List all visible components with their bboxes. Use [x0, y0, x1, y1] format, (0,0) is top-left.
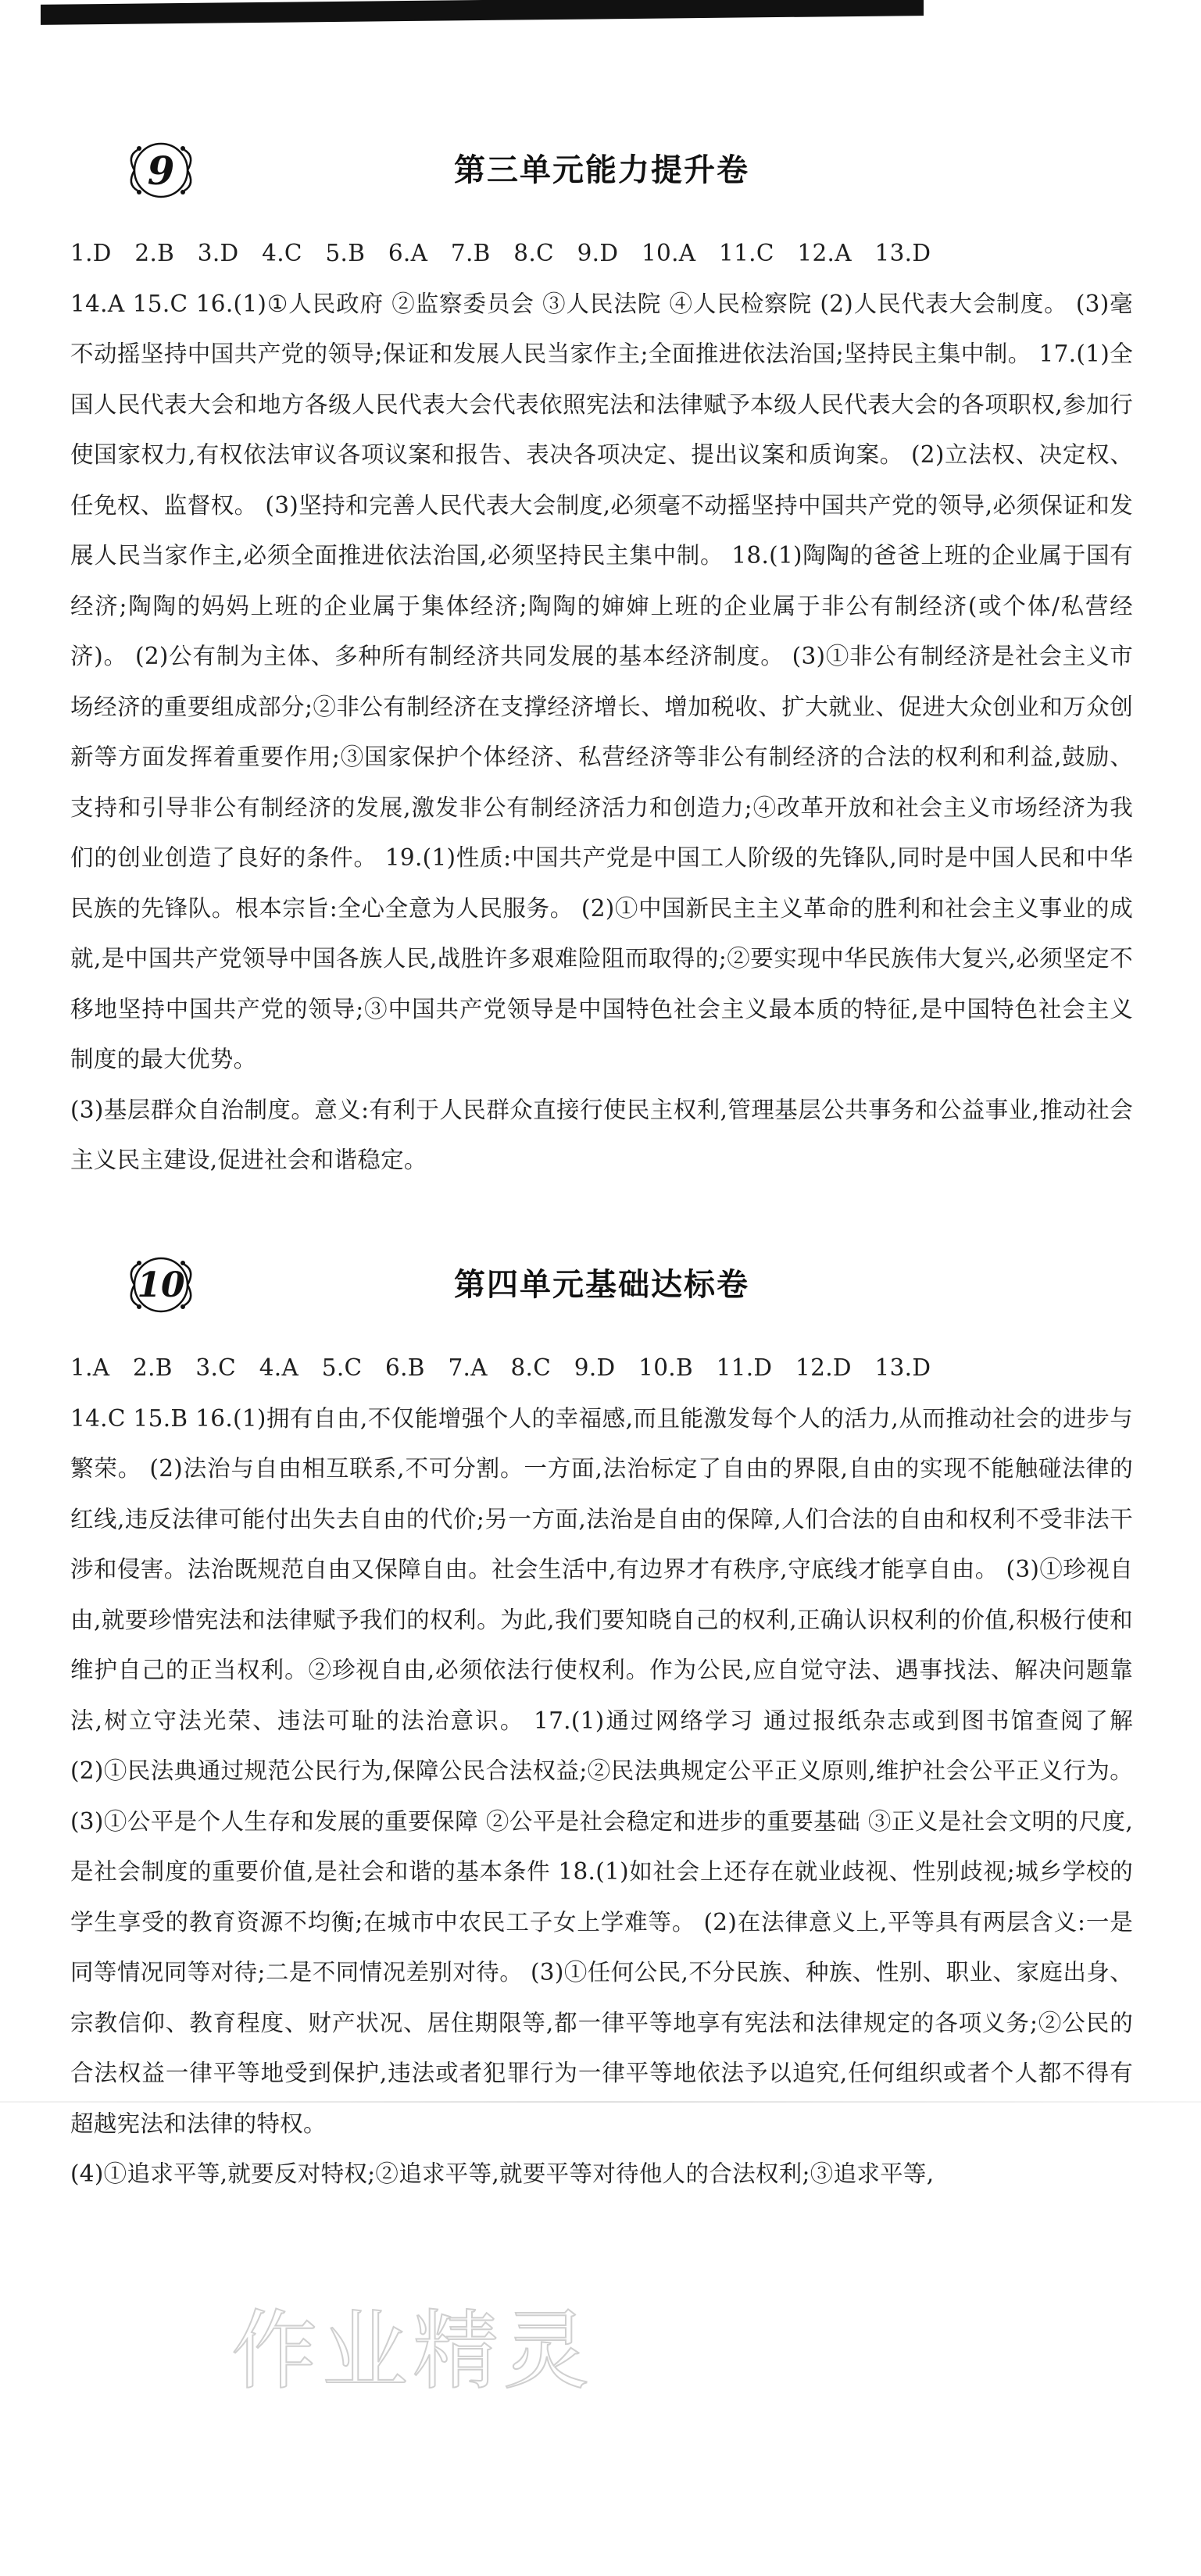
section-title: 第四单元基础达标卷 — [454, 1267, 749, 1303]
section-number: 10 — [137, 1265, 185, 1305]
section-number: 9 — [147, 147, 175, 194]
answer-paragraph-continued: (4)①追求平等,就要反对特权;②追求平等,就要平等对待他人的合法权利;③追求平等, — [70, 2160, 935, 2187]
section-header — [70, 1246, 1133, 1324]
section-unit-3 — [70, 131, 1133, 1186]
watermark-logo: 作业精灵 — [231, 2301, 594, 2401]
answer-paragraph-continued: (3)基层群众自治制度。意义:有利于人民群众直接行使民主权利,管理基层公共事务和公益事业,推动社会主义民主建设,促进社会和谐稳定。 — [70, 1096, 1133, 1173]
answer-paragraph: 14.C 15.B 16.(1)拥有自由,不仅能增强个人的幸福感,而且能激发每个人的活力,从而推动社会的进步与繁荣。 (2)法治与自由相互联系,不可分割。一方面,法治标定了自由的界限,自由的实现不能触碰法律的红线,违反法律可能付出失去自由的代价;另一方面,法治是自由的保障,人们合法的自由和权利不受非法干涉和侵害。法治既规范自由又保障自由。社会生活中,有边界才有秩序,守底线才能享自由。 (3)①珍视自由,就要珍惜宪法和法律赋予我们的权利。为此,我们要知晓自己的权利,正确认识权利的价值,积极行使和维护自己的正当权利。②珍视自由,必须依法行使权利。作为公民,应自觉守法、遇事找法、解决问题靠法,树立守法光荣、违法可耻的法治意识。 17.(1)通过网络学习 通过报纸杂志或到图书馆查阅了解 (2)①民法典通过规范公民行为,保障公民合法权益;②民法典规定公平正义原则,维护社会公平正义行为。 (3)①公平是个人生存和发展的重要保障 ②公平是社会稳定和进步的重要基础 ③正义是社会文明的尺度,是社会制度的重要价值,是社会和谐的基本条件 18.(1)如社会上还存在就业歧视、性别歧视;城乡学校的学生享受的教育资源不均衡;在城市中农民工子女上学难等。 (2)在法律意义上,平等具有两层含义:一是同等情况同等对待;二是不同情况差别对待。 (3)①任何公民,不分民族、种族、性别、职业、家庭出身、宗教信仰、教育程度、财产状况、居住期限等,都一律平等地享有宪法和法律规定的各项义务;②公民的合法权益一律平等地受到保护,违法或者犯罪行为一律平等地依法予以追究,任何组织或者个人都不得有超越宪法和法律的特权。 — [70, 1404, 1133, 2137]
answer-body — [70, 1343, 1133, 2200]
multiple-choice-answers: 1.D 2.B 3.D 4.C 5.B 6.A 7.B 8.C 9.D 10.A 11.C 12.A 13.D — [70, 240, 931, 266]
answer-paragraph: 14.A 15.C 16.(1)①人民政府 ②监察委员会 ③人民法院 ④人民检察院 (2)人民代表大会制度。 (3)毫不动摇坚持中国共产党的领导;保证和发展人民当家作主;全面推进依法治国;坚持民主集中制。 17.(1)全国人民代表大会和地方各级人民代表大会代表依照宪法和法律赋予本级人民代表大会的各项职权,参加行使国家权力,有权依法审议各项议案和报告、表决各项决定、提出议案和质询案。 (2)立法权、决定权、任免权、监督权。 (3)坚持和完善人民代表大会制度,必须毫不动摇坚持中国共产党的领导,必须保证和发展人民当家作主,必须全面推进依法治国,必须坚持民主集中制。 18.(1)陶陶的爸爸上班的企业属于国有经济;陶陶的妈妈上班的企业属于集体经济;陶陶的婶婶上班的企业属于非公有制经济(或个体/私营经济)。 (2)公有制为主体、多种所有制经济共同发展的基本经济制度。 (3)①非公有制经济是社会主义市场经济的重要组成部分;②非公有制经济在支撑经济增长、增加税收、扩大就业、促进大众创业和万众创新等方面发挥着重要作用;③国家保护个体经济、私营经济等非公有制经济的合法的权利和利益,鼓励、支持和引导非公有制经济的发展,激发非公有制经济活力和创造力;④改革开放和社会主义市场经济为我们的创业创造了良好的条件。 19.(1)性质:中国共产党是中国工人阶级的先锋队,同时是中国人民和中华民族的先锋队。根本宗旨:全心全意为人民服务。 (2)①中国新民主主义革命的胜利和社会主义事业的成就,是中国共产党领导中国各族人民,战胜许多艰难险阻而取得的;②要实现中华民族伟大复兴,必须坚定不移地坚持中国共产党的领导;③中国共产党领导是中国特色社会主义最本质的特征,是中国特色社会主义制度的最大优势。 — [70, 290, 1133, 1072]
page-fold-line — [0, 2101, 1201, 2103]
section-title: 第三单元能力提升卷 — [454, 152, 749, 188]
multiple-choice-answers: 1.A 2.B 3.C 4.A 5.C 6.B 7.A 8.C 9.D 10.B 11.D 12.D 13.D — [70, 1354, 931, 1381]
section-unit-4 — [70, 1246, 1133, 2200]
answer-body — [70, 228, 1133, 1186]
top-scan-bar — [41, 0, 924, 25]
section-header — [70, 131, 1133, 209]
